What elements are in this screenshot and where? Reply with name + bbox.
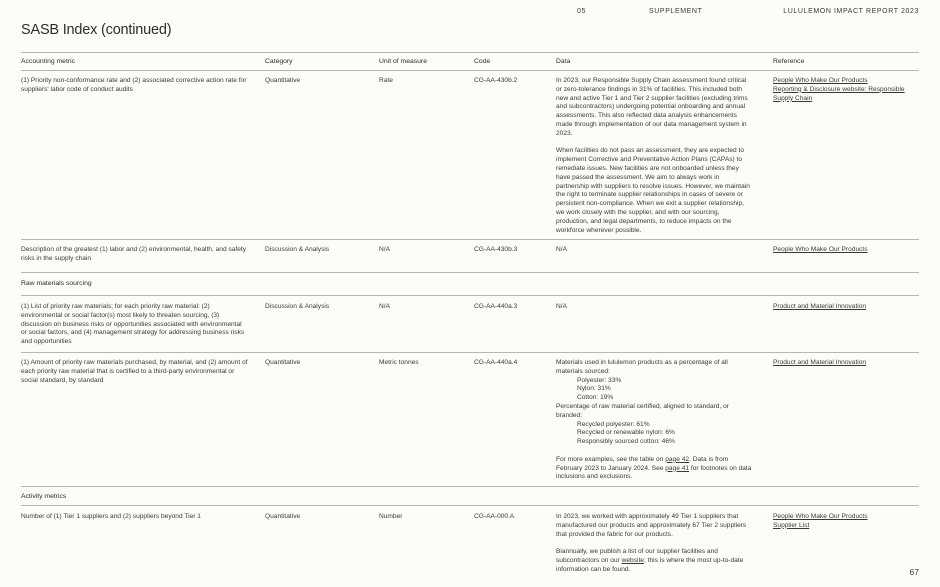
list-item: Cotton: 19% — [577, 394, 614, 402]
reference-link-product-and-material-innovation[interactable]: Product and Material Innovation — [773, 303, 867, 310]
table-row-reference — [773, 77, 921, 103]
table-row-unit: Number — [379, 513, 403, 520]
table-row-code: CG-AA-430b.3 — [474, 246, 518, 253]
table-row-reference — [773, 513, 921, 531]
table-row-code: CG-AA-440a.4 — [474, 359, 518, 366]
table-row-reference — [773, 359, 921, 368]
page-title: SASB Index (continued) — [21, 22, 172, 38]
text-segment: ; this is where the most up-to-date information can be found. — [556, 556, 744, 573]
page-section-number: 05 — [577, 8, 586, 15]
table-row-unit: N/A — [379, 246, 390, 253]
text-segment: for footnotes on data inclusions and exclusions. — [556, 464, 752, 481]
table-row-code: CG-AA-440a.3 — [474, 303, 518, 310]
column-header-code: Code — [474, 58, 491, 65]
table-row-reference — [773, 246, 921, 255]
table-row-metric: (1) Priority non-conformance rate and (2) associated corrective action rate for suppliers' labor code of conduct audits — [21, 77, 247, 93]
divider — [21, 295, 919, 296]
table-row-category: Discussion & Analysis — [265, 303, 330, 310]
page-number: 67 — [909, 567, 919, 577]
divider — [21, 70, 919, 71]
reference-link-supplier-list[interactable]: Supplier List — [773, 521, 810, 529]
table-row-category: Discussion & Analysis — [265, 246, 330, 253]
list-item: Responsibly sourced cotton: 46% — [577, 438, 675, 446]
reference-link-product-and-material-innovation[interactable]: Product and Material Innovation — [773, 359, 867, 366]
data-paragraph: Materials used in lululemon products as a percentage of all materials sourced: — [556, 359, 728, 375]
data-paragraph — [556, 548, 752, 574]
table-row-data: N/A — [556, 246, 567, 253]
table-row-code: CG-AA-000.A — [474, 513, 515, 520]
reference-link-people-who-make-our-products[interactable]: People Who Make Our Products — [773, 513, 868, 520]
text-segment: Biannually, we publish a list of our supplier facilities and subcontractors on our — [556, 548, 718, 564]
column-header-accounting-metric: Accounting metric — [21, 58, 76, 65]
divider — [21, 272, 919, 273]
table-row-data — [556, 77, 752, 235]
column-header-unit: Unit of measure — [379, 58, 427, 65]
data-paragraph: Percentage of raw material certified, aligned to standard, or branded: — [556, 402, 729, 419]
table-row-category: Quantitative — [265, 77, 301, 84]
data-paragraph: When facilities do not pass an assessment, they are expected to implement Corrective and Preventative Action Plans (CAPAs) to remediate issues. New facilities are not onboarded unless they have passed the assessment. We aim to always work in partnership with suppliers to resolve issues. However, we maintain the right to terminate supplier relationships in cases of severe or persistent non-compliance. When we exit a supplier relationship, we work closely with the supplier, and with our sourcing, production, and legal departments, to reduce impacts on the workforce wherever possible. — [556, 147, 750, 234]
reference-link-people-who-make-our-products[interactable]: People Who Make Our Products — [773, 77, 868, 84]
report-title: LULULEMON IMPACT REPORT 2023 — [783, 8, 919, 15]
list-item: Polyester: 33% — [577, 376, 622, 384]
column-header-reference: Reference — [773, 58, 805, 65]
divider — [21, 505, 919, 506]
text-segment: For more examples, see the table on — [556, 455, 666, 463]
section-heading-raw-materials: Raw materials sourcing — [21, 280, 92, 287]
table-row-category: Quantitative — [265, 513, 301, 520]
supplier-website-link[interactable]: website — [621, 556, 644, 564]
column-header-data: Data — [556, 58, 571, 65]
page-42-link[interactable]: page 42 — [665, 455, 690, 463]
list-item: Nylon: 31% — [577, 385, 611, 393]
page-41-link[interactable]: page 41 — [665, 464, 690, 472]
data-paragraph: In 2023, we worked with approximately 49 Tier 1 suppliers that manufactured our products and approximately 67 Tier 2 suppliers that provided the fabric for our products. — [556, 513, 747, 538]
data-paragraph: In 2023, our Responsible Supply Chain assessment found critical or zero-tolerance findings in 31% of facilities. This included both new and active Tier 1 and Tier 2 supplier facilities (excluding trims and subcontractors) undergoing potential onboarding and annual assessments. This also reflected data analysis enhancements made through implementation of our data management system in 2023. — [556, 77, 748, 137]
reference-link-responsible-supply-chain[interactable]: Reporting & Disclosure website: Responsible Supply Chain — [773, 85, 905, 102]
list-item: Recycled or renewable nylon: 6% — [577, 429, 675, 437]
list-item: Recycled polyester: 61% — [577, 420, 650, 428]
column-header-category: Category — [265, 58, 293, 65]
section-heading-activity-metrics: Activity metrics — [21, 493, 67, 500]
table-row-unit: Rate — [379, 77, 393, 84]
table-row-data — [556, 513, 752, 575]
table-row-unit: N/A — [379, 303, 390, 310]
divider — [21, 239, 919, 240]
divider — [21, 52, 919, 53]
table-row-metric: Description of the greatest (1) labor and (2) environmental, health, and safety risks in the supply chain — [21, 246, 247, 262]
divider — [21, 486, 919, 487]
table-row-metric: (1) List of priority raw materials; for each priority raw material: (2) environmental or social factor(s) most likely to threaten sourcing, (3) discussion on business risks or opportunities associated with environmental or social factors, and (4) management strategy for addressing business risks and opportunities — [21, 303, 245, 346]
table-row-code: CG-AA-430b.2 — [474, 77, 518, 84]
section-label: SUPPLEMENT — [649, 8, 703, 15]
table-row-metric: Number of (1) Tier 1 suppliers and (2) suppliers beyond Tier 1 — [21, 513, 201, 520]
text-segment: . Data is from February 2023 to January 2024. See — [556, 455, 729, 472]
table-row-data — [556, 359, 752, 482]
table-row-reference — [773, 303, 921, 312]
table-row-metric: (1) Amount of priority raw materials purchased, by material, and (2) amount of each priority raw material that is certified to a third-party environmental or social standard, by standard — [21, 359, 248, 384]
table-row-data: N/A — [556, 303, 567, 310]
table-row-category: Quantitative — [265, 359, 301, 366]
table-row-unit: Metric tonnes — [379, 359, 419, 366]
data-paragraph — [556, 456, 752, 482]
divider — [21, 352, 919, 353]
reference-link-people-who-make-our-products[interactable]: People Who Make Our Products — [773, 246, 868, 253]
